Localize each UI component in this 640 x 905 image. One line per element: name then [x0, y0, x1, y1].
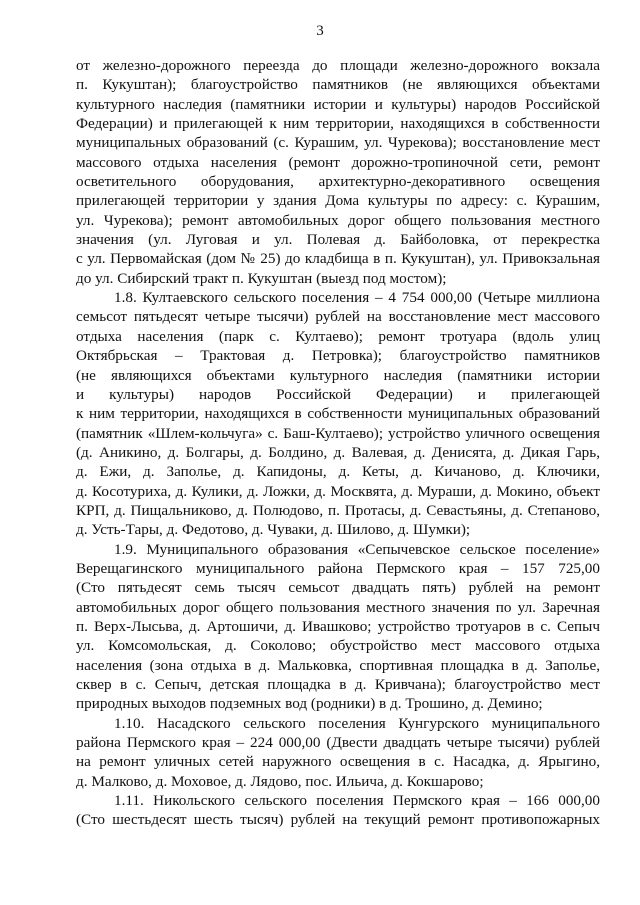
text-line: значения (ул. Луговая и ул. Полевая д. Байболовка, от перекрестка: [76, 231, 600, 249]
text-line: района Пермского края – 224 000,00 (Двести двадцать четыре тысячи) рублей: [76, 734, 600, 752]
text-line: (д. Аникино, д. Болгары, д. Болдино, д. Валевая, д. Денисята, д. Дикая Гарь,: [76, 443, 600, 461]
text-line: (памятник «Шлем-кольчуга» с. Баш-Култаево); устройство уличного освещения: [76, 424, 600, 442]
text-line: ул. Комсомольская, д. Соколово; обустройство мест массового отдыха: [76, 637, 600, 655]
text-line: природных выходов подземных вод (родники) в д. Трошино, д. Демино;: [76, 695, 543, 713]
text-line: Октябрьская – Трактовая д. Петровка); благоустройство памятников: [76, 347, 600, 365]
body-text: [76, 56, 600, 830]
text-line: д. Малково, д. Моховое, д. Лядово, пос. Ильича, д. Кокшарово;: [76, 772, 484, 790]
text-line: культурного наследия (памятники истории и культуры) народов Российской: [76, 95, 600, 113]
section-1-11-start: 1.11. Никольского сельского поселения Пермского края – 166 000,00: [114, 792, 600, 810]
text-line: осветительного оборудования, архитектурно-декоративного освещения: [76, 173, 600, 191]
text-line: сквер в с. Сепыч, детская площадка в д. Кривчана); благоустройство мест: [76, 676, 600, 693]
text-line: (Сто пятьдесят семь тысяч семьсот двадцать пять) рублей на ремонт: [76, 579, 600, 597]
text-line: отдыха населения (парк с. Култаево); ремонт тротуара (вдоль улиц: [76, 327, 600, 345]
text-line: (Сто шестьдесят шесть тысяч) рублей на текущий ремонт противопожарных: [76, 811, 600, 829]
text-line: с ул. Первомайская (дом № 25) до кладбища в п. Кукуштан), ул. Привокзальная: [76, 250, 600, 268]
text-line: п. Верх-Лысьва, д. Артошичи, д. Ивашково; устройство тротуаров в с. Сепыч: [76, 617, 600, 635]
text-line: семьсот пятьдесят четыре тысячи) рублей на восстановление мест массового: [76, 308, 600, 326]
text-line: массового отдыха населения (ремонт дорожно-тропиночной сети, ремонт: [76, 153, 600, 171]
text-line: КРП, д. Пищальниково, д. Полюдово, п. Протасы, д. Севастьяны, д. Степаново,: [76, 501, 600, 519]
page-number: 3: [316, 23, 324, 39]
text-line: д. Косотуриха, д. Кулики, д. Ложки, д. Москвята, д. Мураши, д. Мокино, объект: [76, 482, 600, 500]
text-line: муниципальных образований (с. Курашим, ул. Чурекова); восстановление мест: [76, 134, 600, 152]
text-line: к ним территории, находящихся в собственности муниципальных образований: [76, 405, 600, 423]
text-line: д. Усть-Тары, д. Федотово, д. Чуваки, д. Шилово, д. Шумки);: [76, 521, 471, 539]
text-line: от железно-дорожного переезда до площади железно-дорожного вокзала: [76, 57, 600, 74]
text-line: Верещагинского муниципального района Пермского края – 157 725,00: [76, 559, 600, 577]
section-1-9-start: 1.9. Муниципального образования «Сепычевское сельское поселение»: [114, 540, 600, 558]
section-1-8-start: 1.8. Култаевского сельского поселения – 4 754 000,00 (Четыре миллиона: [114, 289, 600, 307]
text-line: (не являющихся объектами культурного наследия (памятники истории: [76, 366, 600, 384]
text-line: на ремонт уличных сетей наружного освещения в с. Насадка, д. Ярыгино,: [76, 753, 600, 771]
text-line: д. Ежи, д. Заполье, д. Капидоны, д. Кеты, д. Кичаново, д. Ключики,: [76, 463, 600, 481]
text-line: населения (зона отдыха в д. Мальковка, спортивная площадка в д. Заполье,: [76, 656, 600, 674]
text-line: автомобильных дорог общего пользования местного значения по ул. Заречная: [76, 598, 600, 616]
text-line: прилегающей территории у здания Дома культуры по адресу: с. Курашим,: [76, 192, 600, 210]
text-line: до ул. Сибирский тракт п. Кукуштан (выезд под мостом);: [76, 269, 447, 287]
text-line: ул. Чурекова); ремонт автомобильных дорог общего пользования местного: [76, 211, 600, 229]
text-line: п. Кукуштан); благоустройство памятников (не являющихся объектами: [76, 76, 600, 94]
text-line: и культуры) народов Российской Федерации) и прилегающей: [76, 385, 600, 403]
section-1-10-start: 1.10. Насадского сельского поселения Кунгурского муниципального: [114, 714, 600, 732]
text-line: Федерации) и прилегающей к ним территории, находящихся в собственности: [76, 115, 600, 133]
